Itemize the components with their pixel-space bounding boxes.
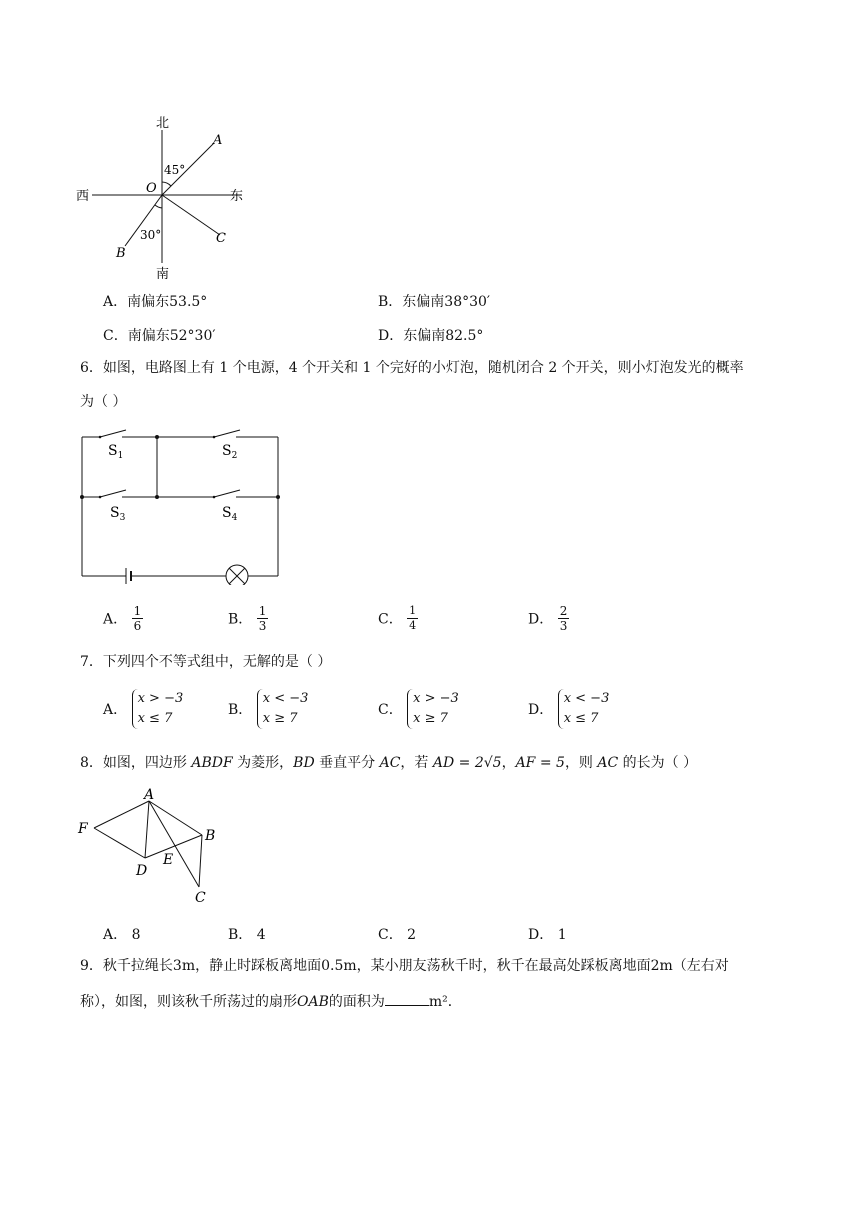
q8-option-c: C． 2 [378, 927, 417, 943]
switch-s1-label: $S_1$ [108, 443, 124, 461]
rhombus-label-c: C [195, 890, 206, 906]
q6-option-a: A． $\frac{1}{6}$ [103, 604, 142, 633]
rhombus-label-e: E [163, 852, 174, 868]
q5-option-a: A．南偏东53.5° [103, 294, 208, 310]
compass-ray-a-label: A [213, 133, 223, 148]
q6-option-d: D． $\frac{2}{3}$ [528, 604, 568, 633]
q7-option-a: A． x > −3 x ≤ 7 [103, 689, 183, 729]
q6-option-c: C． $\frac{1}{4}$ [378, 604, 417, 632]
q6-stem-line1: 6．如图，电路图上有 1 个电源，4 个开关和 1 个完好的小灯泡，随机闭合 2 个开关，则小灯泡发光的概率 [80, 360, 744, 376]
q9-stem-line1: 9．秋千拉绳长3m，静止时踩板离地面0.5m，某小朋友荡秋千时，秋千在最高处踩板离地面2m（左右对 [80, 958, 729, 974]
q7-stem: 7．下列四个不等式组中，无解的是（ ） [80, 654, 332, 670]
q7-option-b: B． x < −3 x ≥ 7 [228, 689, 308, 729]
compass-ray-b-label: B [116, 246, 126, 261]
switch-s3-label: $S_3$ [110, 505, 126, 523]
rhombus-label-f: F [78, 821, 88, 837]
compass-south-label: 南 [156, 267, 170, 282]
rhombus-label-a: A [144, 787, 155, 803]
q5-option-b: B．东偏南38°30′ [378, 294, 491, 310]
q5-option-c: C．南偏东52°30′ [103, 328, 216, 344]
compass-east-label: 东 [230, 189, 244, 204]
compass-angle-south-label: 30° [140, 228, 162, 242]
compass-ray-c-label: C [216, 231, 226, 246]
q8-option-d: D． 1 [528, 927, 567, 943]
compass-north-label: 北 [156, 116, 170, 131]
compass-origin-label: O [146, 181, 157, 196]
q8-stem: 8．如图，四边形 ABDF 为菱形，BD 垂直平分 AC，若 AD = 2√5，AF = 5，则 AC 的长为（ ） [80, 755, 698, 771]
q9-stem-line2: 称），如图，则该秋千所荡过的扇形OAB的面积为 m²． [80, 991, 462, 1013]
q6-stem-line2: 为（ ） [80, 394, 127, 410]
switch-s2-label: $S_2$ [222, 443, 238, 461]
compass-west-label: 西 [76, 189, 90, 204]
compass-figure [70, 108, 260, 283]
rhombus-figure [72, 785, 222, 910]
q7-option-d: D． x < −3 x ≤ 7 [528, 689, 609, 729]
q8-option-a: A． 8 [103, 927, 141, 943]
circuit-figure [74, 425, 289, 585]
rhombus-label-b: B [205, 828, 216, 844]
rhombus-label-d: D [136, 863, 148, 879]
q7-option-c: C． x > −3 x ≥ 7 [378, 689, 459, 729]
q5-option-d: D．东偏南82.5° [378, 328, 484, 344]
switch-s4-label: $S_4$ [222, 505, 238, 523]
q8-option-b: B． 4 [228, 927, 266, 943]
compass-angle-north-label: 45° [164, 163, 186, 177]
answer-blank[interactable] [385, 991, 429, 1006]
q6-option-b: B． $\frac{1}{3}$ [228, 604, 267, 633]
